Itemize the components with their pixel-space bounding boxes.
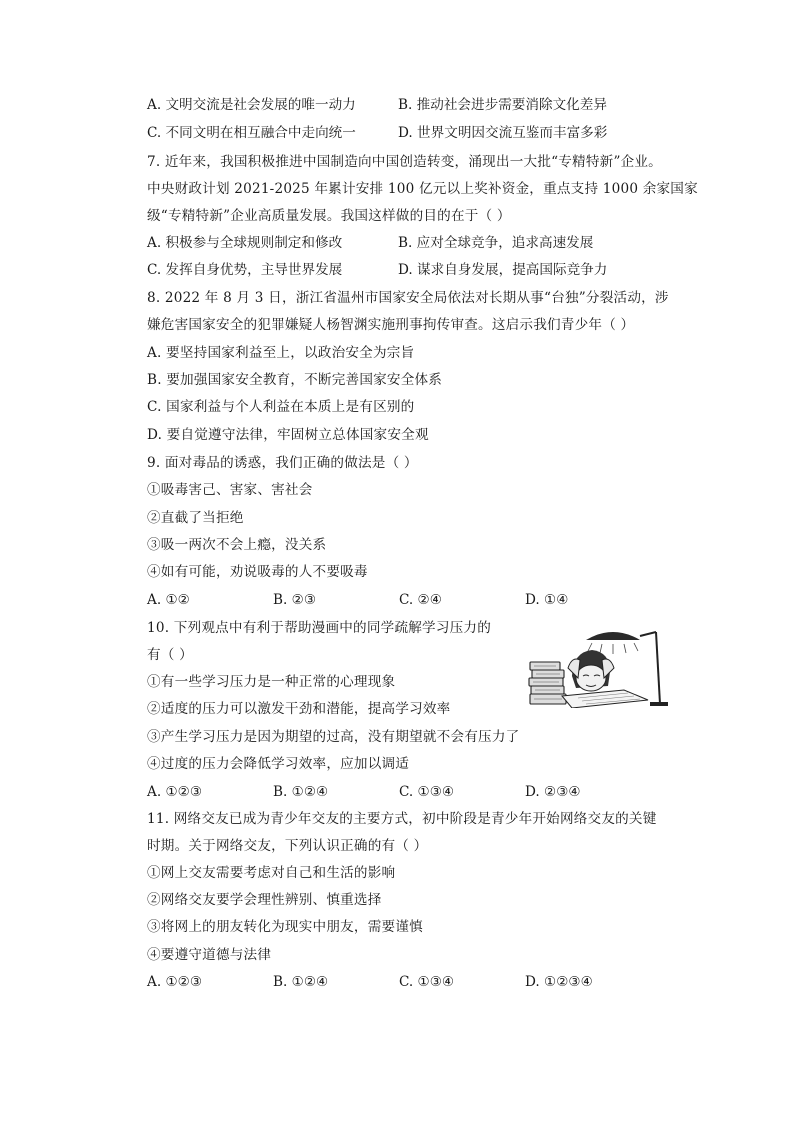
q11-stem-line-1: 11. 网络交友已成为青少年交友的主要方式，初中阶段是青少年开始网络交友的关键 (147, 811, 657, 827)
q11-option-a: A. ①②③ (147, 974, 203, 990)
lamp-pole (656, 632, 660, 704)
q11-item-2: ②网络交友要学会理性辨别、慎重选择 (147, 892, 382, 908)
q7-option-b: B. 应对全球竞争，追求高速发展 (398, 235, 594, 251)
q11-stem-line-2: 时期。关于网络交友，下列认识正确的有（ ） (147, 838, 428, 854)
q8-stem-line-1: 8. 2022 年 8 月 3 日，浙江省温州市国家安全局依法对长期从事“台独”分裂活动，涉 (147, 290, 669, 306)
lamp-arm-upper (640, 632, 656, 636)
q11-item-1: ①网上交友需要考虑对自己和生活的影响 (147, 865, 396, 881)
q9-option-c: C. ②④ (399, 592, 442, 608)
book-stack (529, 662, 566, 704)
cartoon-stressed-student-illustration (528, 626, 673, 708)
q6-option-a: A. 文明交流是社会发展的唯一动力 (147, 97, 356, 113)
student-face (576, 665, 606, 691)
q7-stem-line-3: 级“专精特新”企业高质量发展。我国这样做的目的在于（ ） (147, 208, 511, 224)
q10-item-3: ③产生学习压力是因为期望的过高，没有期望就不会有压力了 (147, 729, 520, 745)
q8-option-a: A. 要坚持国家利益至上，以政治安全为宗旨 (147, 345, 415, 361)
q7-option-d: D. 谋求自身发展，提高国际竞争力 (398, 262, 608, 278)
q10-item-2: ②适度的压力可以激发干劲和潜能，提高学习效率 (147, 701, 451, 717)
q9-item-3: ③吸一两次不会上瘾，没关系 (147, 537, 327, 553)
q11-option-b: B. ①②④ (273, 974, 329, 990)
q6-option-b: B. 推动社会进步需要消除文化差异 (398, 97, 607, 113)
q9-option-a: A. ①② (147, 592, 190, 608)
q10-option-b: B. ①②④ (273, 784, 329, 800)
q11-option-c: C. ①③④ (399, 974, 455, 990)
q10-option-a: A. ①②③ (147, 784, 203, 800)
q7-option-c: C. 发挥自身优势，主导世界发展 (147, 262, 343, 278)
q6-option-c: C. 不同文明在相互融合中走向统一 (147, 125, 356, 141)
q10-option-c: C. ①③④ (399, 784, 455, 800)
q9-option-b: B. ②③ (273, 592, 317, 608)
q10-stem-line-1: 10. 下列观点中有利于帮助漫画中的同学疏解学习压力的 (147, 620, 491, 636)
q8-option-d: D. 要自觉遵守法律，牢固树立总体国家安全观 (147, 427, 429, 443)
q9-stem: 9. 面对毒品的诱惑，我们正确的做法是（ ） (147, 455, 418, 471)
q10-option-d: D. ②③④ (525, 784, 581, 800)
q10-stem-line-2: 有（ ） (147, 647, 193, 663)
q9-item-2: ②直截了当拒绝 (147, 510, 244, 526)
q9-option-d: D. ①④ (525, 592, 569, 608)
q8-option-b: B. 要加强国家安全教育，不断完善国家安全体系 (147, 372, 443, 388)
q8-stem-line-2: 嫌危害国家安全的犯罪嫌疑人杨智渊实施刑事拘传审查。这启示我们青少年（ ） (147, 317, 635, 333)
q7-option-a: A. 积极参与全球规则制定和修改 (147, 235, 343, 251)
q7-stem-line-2: 中央财政计划 2021-2025 年累计安排 100 亿元以上奖补资金，重点支持 1000 余家国家 (147, 181, 698, 197)
lamp-base (650, 702, 668, 706)
q8-option-c: C. 国家利益与个人利益在本质上是有区别的 (147, 399, 415, 415)
q10-item-4: ④过度的压力会降低学习效率，应加以调适 (147, 756, 410, 772)
q11-item-3: ③将网上的朋友转化为现实中朋友，需要谨慎 (147, 919, 423, 935)
q6-option-d: D. 世界文明因交流互鉴而丰富多彩 (398, 125, 608, 141)
desk-lamp-shade (586, 632, 640, 640)
q11-option-d: D. ①②③④ (525, 974, 593, 990)
q9-item-4: ④如有可能，劝说吸毒的人不要吸毒 (147, 564, 368, 580)
q11-item-4: ④要遵守道德与法律 (147, 947, 272, 963)
q10-item-1: ①有一些学习压力是一种正常的心理现象 (147, 674, 396, 690)
q9-item-1: ①吸毒害己、害家、害社会 (147, 482, 313, 498)
q7-stem-line-1: 7. 近年来，我国积极推进中国制造向中国创造转变，涌现出一大批“专精特新”企业。 (147, 154, 662, 170)
